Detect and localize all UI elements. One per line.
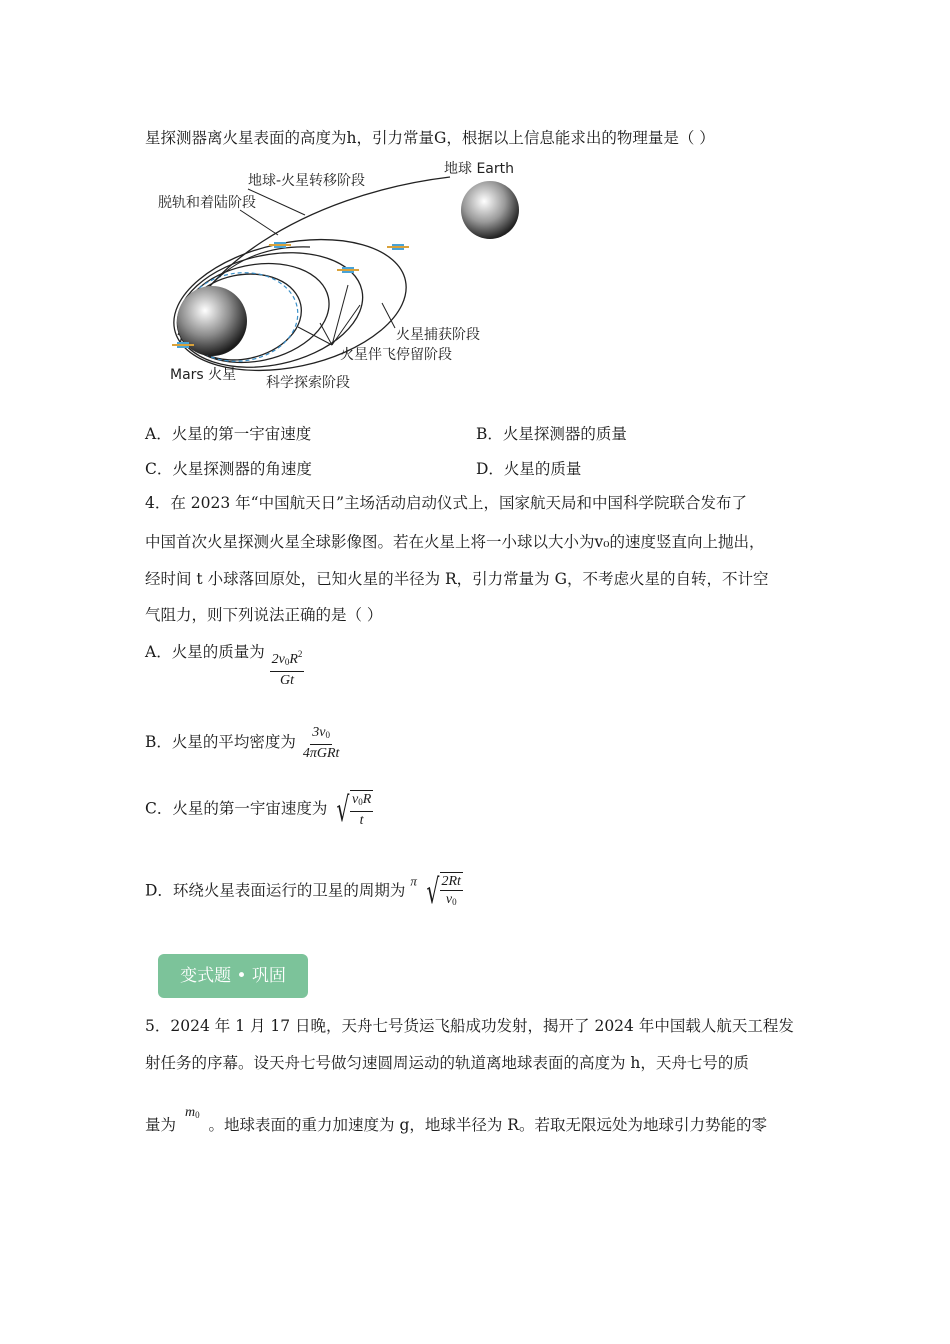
q4-option-d[interactable]: D．环绕火星表面运行的卫星的周期为 $^\pi$ √ $\frac{2Rt}{v_0}$ <box>145 871 461 912</box>
q4-line4: 气阻力，则下列说法正确的是（ ） <box>145 606 383 624</box>
q4-line2: 中国首次火星探测火星全球影像图。若在火星上将一小球以大小为v₀的速度竖直向上抛出， <box>145 533 765 551</box>
formula-d: √ $\frac{2Rt}{v_0}$ <box>426 871 461 912</box>
q4-line3: 经时间 t 小球落回原处，已知火星的半径为 R，引力常量为 G，不考虑火星的自转，不计空 <box>145 570 769 588</box>
q3-option-b[interactable]: B．火星探测器的质量 <box>476 425 627 443</box>
formula-c: √ $\frac{v_0R}{t}$ <box>336 789 372 830</box>
earth <box>461 181 519 239</box>
science-label: 科学探索阶段 <box>266 375 350 391</box>
earth-label: 地球 Earth <box>444 161 514 177</box>
q3-option-c[interactable]: C．火星探测器的角速度 <box>145 460 312 478</box>
q4-option-b[interactable]: B．火星的平均密度为 $\frac{3v_0}{\text{4πGRt}}$ <box>145 725 340 761</box>
probe-icon-3 <box>387 244 409 250</box>
q3-option-d[interactable]: D．火星的质量 <box>476 460 582 478</box>
q5-line2: 射任务的序幕。设天舟七号做匀速圆周运动的轨道离地球表面的高度为 h，天舟七号的质 <box>145 1054 749 1072</box>
intro-line: 星探测器离火星表面的高度为h，引力常量G，根据以上信息能求出的物理量是（ ） <box>145 129 715 147</box>
probe-icon-2 <box>337 267 359 273</box>
deorbit-label: 脱轨和着陆阶段 <box>158 195 256 211</box>
formula-b: $\frac{3v_0}{\text{4πGRt}}$ <box>302 725 340 761</box>
q4-option-a[interactable]: A．火星的质量为 $\frac{2v_0R^2}{Gt}$ <box>145 643 303 688</box>
q5-line1: 5．2024 年 1 月 17 日晚，天舟七号货运飞船成功发射，揭开了 2024 年中国载人航天工程发 <box>145 1017 794 1035</box>
q4-option-c[interactable]: C．火星的第一宇宙速度为 √ $\frac{v_0R}{t}$ <box>145 789 372 830</box>
mars-label: Mars 火星 <box>170 367 237 383</box>
formula-a: $\frac{2v_0R^2}{Gt}$ <box>270 646 305 689</box>
capture-label: 火星捕获阶段 <box>396 327 480 343</box>
mars-orbit-figure <box>150 155 530 395</box>
q3-option-a[interactable]: A．火星的第一宇宙速度 <box>145 425 312 443</box>
q4-line1: 4．在 2023 年“中国航天日”主场活动启动仪式上，国家航天局和中国科学院联合发布了 <box>145 494 748 512</box>
q5-line3: 量为 $m_0$ 。地球表面的重力加速度为 g，地球半径为 R。若取无限远处为地球引力势能的零 <box>145 1105 767 1134</box>
parking-label: 火星伴飞停留阶段 <box>340 347 452 363</box>
transfer-label: 地球-火星转移阶段 <box>248 173 366 189</box>
variant-badge: 变式题 • 巩固 <box>158 954 308 998</box>
